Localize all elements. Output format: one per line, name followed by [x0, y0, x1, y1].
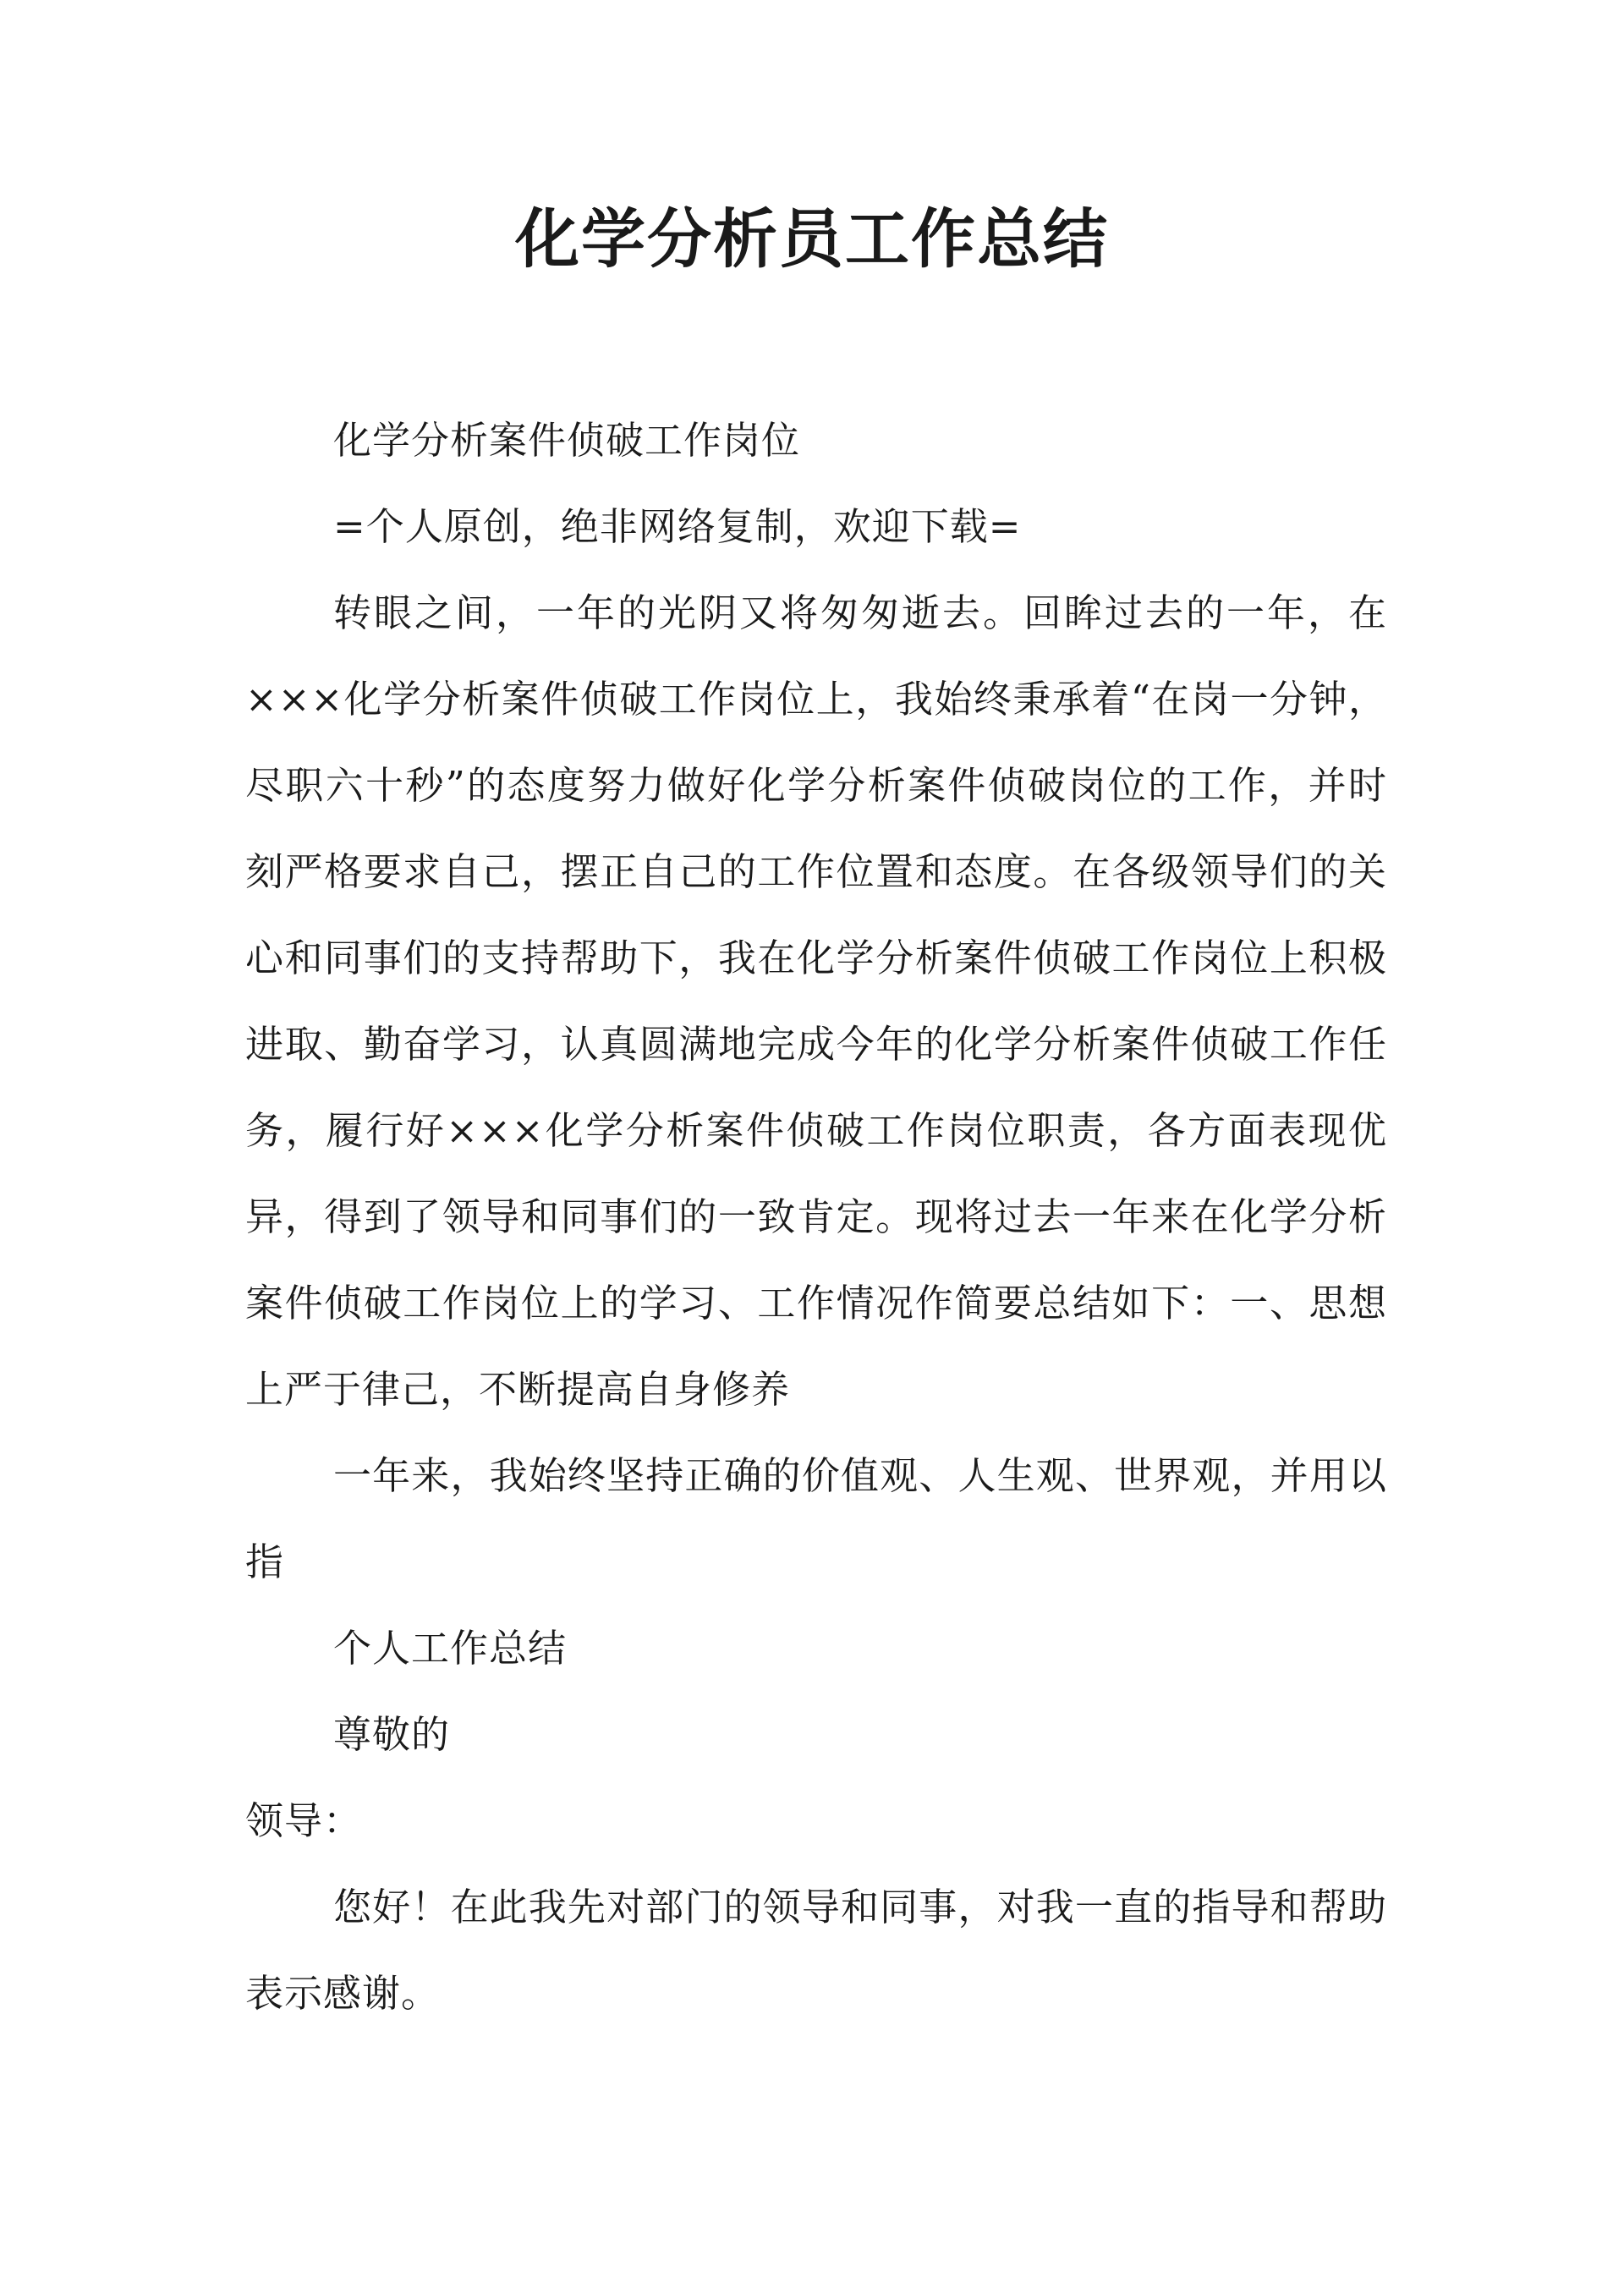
paragraph-original-note: =个人原创，绝非网络复制，欢迎下载=: [333, 504, 1022, 549]
paragraph-personal-summary-heading: 个人工作总结: [333, 1626, 568, 1671]
paragraph-position: 化学分析案件侦破工作岗位: [333, 418, 801, 463]
paragraph-values: 一年来，我始终坚持正确的价值观、人生观、世界观，并用以指: [245, 1453, 1387, 1584]
paragraph-thanks: 您好！在此我先对部门的领导和同事，对我一直的指导和帮助表示感谢。: [245, 1885, 1387, 2016]
document-title: 化学分析员工作总结: [515, 201, 1109, 277]
paragraph-salutation-leader: 领导：: [245, 1798, 363, 1843]
paragraph-summary-intro: 转眼之间，一年的光阴又将匆匆逝去。回眸过去的一年，在×××化学分析案件侦破工作岗位上，我始终秉承着“在岗一分钟，尽职六十秒”的态度努力做好化学分析案件侦破岗位的工作，并时刻严格要求自己，摆正自己的工作位置和态度。在各级领导们的关心和同事们的支持帮助下，我在化学分析案件侦破工作岗位上积极进取、勤奋学习，认真圆满地完成今年的化学分析案件侦破工作任务，履行好×××化学分析案件侦破工作岗位职责，各方面表现优异，得到了领导和同事们的一致肯定。现将过去一年来在化学分析案件侦破工作岗位上的学习、工作情况作简要总结如下：一、思想上严于律己，不断提高自身修养: [245, 590, 1387, 1412]
document-body: [245, 398, 1387, 2037]
paragraph-salutation-respectful: 尊敬的: [333, 1712, 451, 1757]
